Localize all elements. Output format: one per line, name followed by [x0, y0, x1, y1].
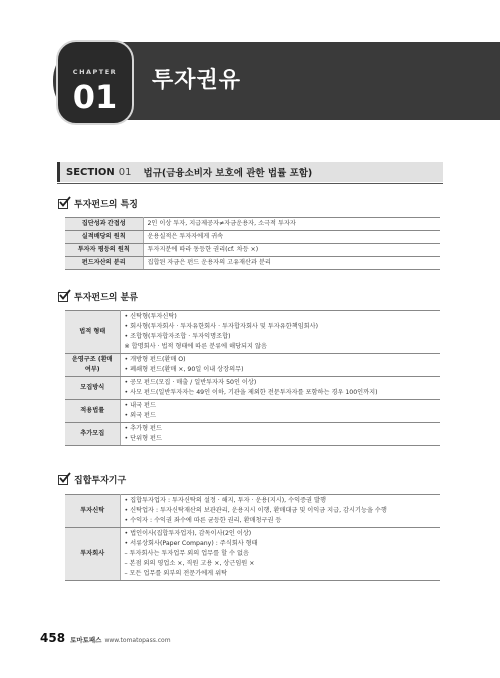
page-number: 458 [40, 631, 66, 645]
table-row [65, 423, 440, 446]
row-content [120, 311, 440, 354]
row-item: • 신탁형(투자신탁) [124, 313, 177, 320]
row-item: • 회사형(투자회사 · 투자유한회사 · 투자합자회사 및 투자유한책임회사) [124, 323, 319, 330]
row-content [120, 423, 440, 446]
row-item: – 투자회사는 투자업무 외의 업무를 할 수 없음 [124, 550, 249, 557]
checkbox-check-icon [58, 292, 68, 302]
publisher-url: www.tomatopass.com [104, 637, 171, 644]
row-header: 투자신탁 [65, 495, 120, 528]
subsection-title: 투자펀드의 특징 [74, 200, 138, 210]
section-word: SECTION [66, 166, 115, 178]
section-title: 법규(금융소비자 보호에 관한 법률 포함) [143, 168, 313, 179]
row-header: 모집방식 [65, 377, 120, 400]
row-item: • 내국 펀드 [124, 402, 156, 409]
subsection-title: 투자펀드의 분류 [74, 293, 138, 303]
row-header: 집단성과 간접성 [65, 218, 143, 231]
row-item: • 개방형 펀드(환매 O) [124, 356, 186, 363]
row-header: 적용법률 [65, 400, 120, 423]
fund-features-table [65, 217, 440, 270]
section-number: 01 [118, 166, 132, 178]
subsection-heading [58, 473, 126, 486]
row-header: 펀드자산의 분리 [65, 257, 143, 270]
row-item: • 신탁업자 : 투자신탁재산의 보관관리, 운용지시 이행, 환매대금 및 이익금 지급, 감시기능을 수행 [124, 507, 387, 514]
row-item: • 서류상회사(Paper Company) : 주식회사 형태 [124, 540, 258, 547]
table-row [65, 377, 440, 400]
row-header: 운영구조 (환매여부) [65, 354, 120, 377]
row-item: 투자지분에 따라 동등한 권리(cf. 차등 ×) [147, 246, 259, 253]
row-item: 운용실적은 투자자에게 귀속 [147, 233, 224, 240]
table-row [65, 311, 440, 354]
collective-investment-table [65, 494, 440, 581]
row-item: • 단위형 펀드 [124, 435, 162, 442]
row-content [120, 354, 440, 377]
row-item: • 공모 펀드(모집 · 매출 / 일반투자자 50인 이상) [124, 379, 257, 386]
table-row [65, 218, 440, 231]
table-row [65, 528, 440, 581]
checkbox-check-icon [58, 475, 68, 485]
row-content [143, 231, 440, 244]
row-header: 법적 형태 [65, 311, 120, 354]
row-header: 투자자 평등의 원칙 [65, 244, 143, 257]
row-item: ※ 합명회사 · 법적 형태에 따른 분류에 해당되지 않음 [124, 343, 267, 350]
table-row [65, 244, 440, 257]
row-content [143, 257, 440, 270]
row-content [120, 400, 440, 423]
table-row [65, 231, 440, 244]
row-item: 2인 이상 투자, 지급제공자≠자금운용자, 소극적 투자자 [147, 220, 296, 227]
row-item: • 사모 펀드(일반투자자는 49인 이하, 기관을 제외한 전문투자자를 포함하는 경우 100인까지) [124, 389, 378, 396]
row-header: 실적배당의 원칙 [65, 231, 143, 244]
row-item: 집합된 자금은 펀드 운용자의 고유재산과 분리 [147, 259, 271, 266]
row-item: • 외국 펀드 [124, 412, 156, 419]
publisher-name: 토마토패스 [70, 636, 102, 644]
subsection-heading [58, 290, 138, 303]
row-item: – 본점 외의 영업소 ×, 직원 고용 ×, 상근임원 × [124, 560, 255, 567]
chapter-number: 01 [72, 78, 118, 116]
chapter-badge [56, 40, 134, 125]
row-content [143, 218, 440, 231]
row-item: • 추가형 펀드 [124, 425, 162, 432]
row-item: • 수익자 : 수익권 좌수에 따른 균등한 권리, 환매청구권 등 [124, 517, 282, 524]
row-item: • 집합투자업자 : 투자신탁의 설정 · 해지, 투자 · 운용(지시), 수익증권 발행 [124, 497, 326, 504]
subsection-heading [58, 197, 138, 210]
row-item: • 폐쇄형 펀드(환매 ×, 90일 이내 상장의무) [124, 366, 244, 373]
table-row [65, 495, 440, 528]
row-header: 투자회사 [65, 528, 120, 581]
row-content [120, 377, 440, 400]
table-row [65, 354, 440, 377]
checkbox-check-icon [58, 199, 68, 209]
row-content [120, 528, 440, 581]
row-item: – 모든 업무를 외부의 전문가에게 위탁 [124, 570, 228, 577]
chapter-title: 투자권유 [152, 68, 242, 93]
row-content [143, 244, 440, 257]
table-row [65, 400, 440, 423]
table-row [65, 257, 440, 270]
row-content [120, 495, 440, 528]
fund-classification-table [65, 310, 440, 446]
section-header [57, 162, 443, 182]
row-header: 추가모집 [65, 423, 120, 446]
page-footer [40, 631, 171, 645]
chapter-label: CHAPTER [72, 68, 118, 76]
section-divider [57, 183, 443, 184]
subsection-title: 집합투자기구 [74, 476, 127, 486]
row-item: • 조합형(투자합자조합 · 투자익명조합) [124, 333, 231, 340]
row-item: • 법인이사(집합투자업자), 감독이사(2인 이상) [124, 530, 252, 537]
